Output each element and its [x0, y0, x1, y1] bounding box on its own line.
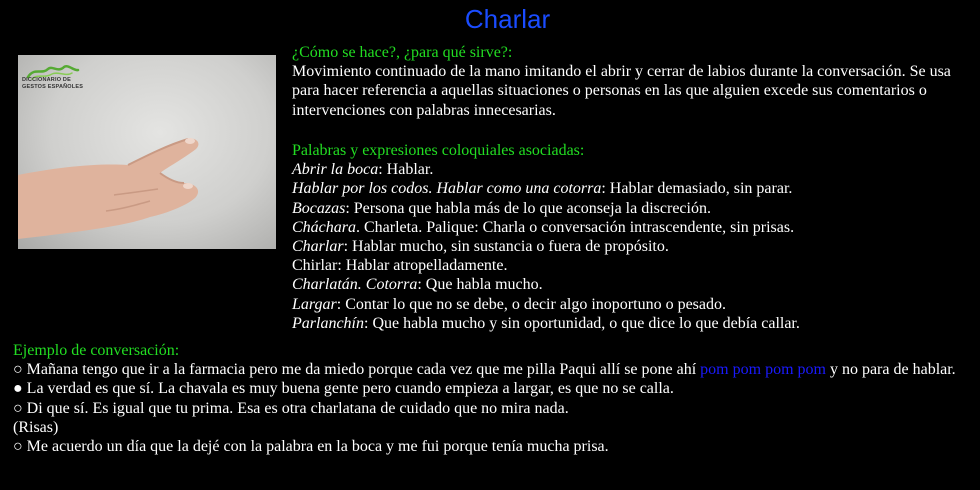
dialogue-line: ○ Mañana tengo que ir a la farmacia pero me da miedo porque cada vez que me pilla Paqui allí se pone ahí pom pom pom pom y no para de hablar.: [13, 361, 956, 379]
dialogue-line: (Risas): [13, 418, 59, 436]
expression-item: Cháchara. Charleta. Palique: Charla o conversación intrascendente, sin prisas.: [292, 218, 795, 236]
expression-item: Parlanchín: Que habla mucho y sin oportunidad, o que dice lo que debía callar.: [292, 314, 800, 332]
hand-gesture-icon: [18, 55, 276, 249]
expression-item: Largar: Contar lo que no se debe, o decir algo inoportuno o pesado.: [292, 295, 727, 313]
expressions-section: [292, 141, 972, 333]
expression-item: Charlatán. Cotorra: Que habla mucho.: [292, 276, 543, 294]
dialogue-line: ○ Di que sí. Es igual que tu prima. Esa es otra charlatana de cuidado que no mira nada.: [13, 399, 569, 417]
expression-item: Bocazas: Persona que habla más de lo que aconseja la discreción.: [292, 199, 711, 217]
expression-item: Abrir la boca: Hablar.: [292, 161, 434, 179]
expression-item: Charlar: Hablar mucho, sin sustancia o fuera de propósito.: [292, 238, 669, 256]
how-section: [292, 43, 972, 120]
dialogue-line: ● La verdad es que sí. La chavala es muy buena gente pero cuando empieza a largar, es que no se calla.: [13, 380, 674, 398]
how-text: Movimiento continuado de la mano imitando el abrir y cerrar de labios durante la conversación. Se usa para hacer referencia a aquellas situaciones o personas en las que alguien excede sus comentarios o intervenciones con palabras innecesarias.: [292, 63, 951, 119]
expression-item: Chirlar: Hablar atropelladamente.: [292, 257, 508, 275]
dialogue-line: ○ Me acuerdo un día que la dejé con la palabra en la boca y me fui porque tenía mucha prisa.: [13, 438, 609, 456]
expression-item: Hablar por los codos. Hablar como una cotorra: Hablar demasiado, sin parar.: [292, 180, 793, 198]
expressions-heading: Palabras y expresiones coloquiales asociadas:: [292, 142, 585, 159]
example-heading: Ejemplo de conversación:: [13, 342, 180, 359]
example-section: [13, 341, 973, 456]
gesture-photo: [18, 55, 276, 249]
logo-text: DICCIONARIO DE GESTOS ESPAÑOLES: [22, 77, 84, 90]
page-title: Charlar: [464, 4, 551, 34]
how-heading: ¿Cómo se hace?, ¿para qué sirve?:: [292, 44, 513, 61]
